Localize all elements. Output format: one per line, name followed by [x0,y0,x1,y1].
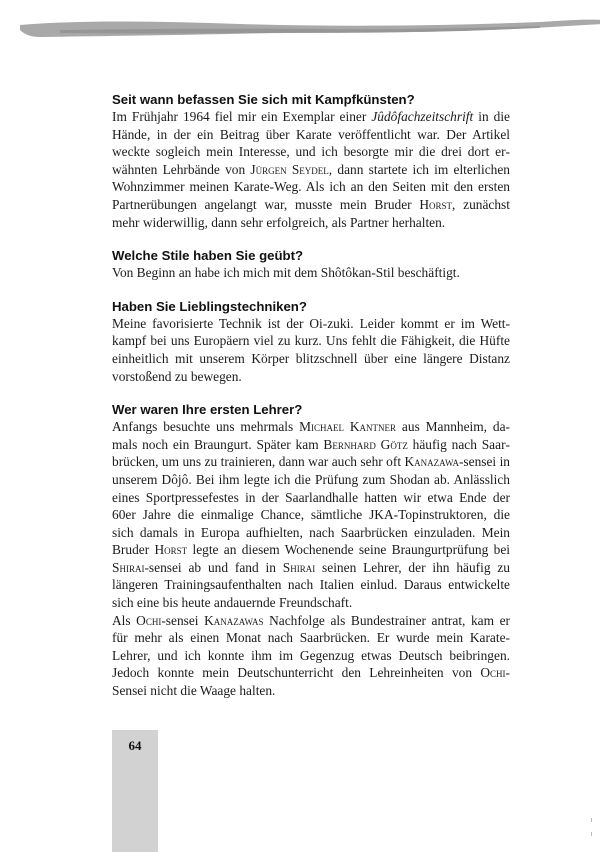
page-number: 64 [128,738,142,753]
crop-mark [591,832,592,836]
qa-section [112,299,510,385]
question-heading: Welche Stile haben Sie geübt? [112,248,304,264]
page-number-box [112,730,158,852]
question-heading: Seit wann befassen Sie sich mit Kampfkünsten? [112,92,415,107]
name-small-caps: Shirai [282,559,316,575]
qa-section [112,402,510,700]
name-small-caps: Kanazawas [204,612,264,628]
italic-term: Jûdôfachzeitschrift [371,109,474,124]
answer-paragraph: Anfangs besuchte uns mehrmals Michael Kantner aus Mannheim, damals noch ein Braungurt. Später kam Bernhard Götz häufig nach Saarbrücken, um uns zu trainieren, dann war auch sehr oft Kanazawa-sensei in unserem Dôjô. Bei ihm legte ich die Prüfung zum Shodan ab. Anlässlich eines Sportpressefestes in der Saarlandhalle hatten wir etwa Ende der 60er Jahre die einmalige Chance, sämtliche JKA-Topinstruktoren, die sich damals in Europa aufhielten, nach Saarbrücken einzuladen. Mein Bruder Horst legte an diesem Wochenende seine Braungurtprüfung bei Shirai-sensei ab und fand in Shirai seinen Lehrer, der ihn häufig zu längeren Trainingsaufenthalten nach Italien einlud. Daraus entwickelte sich eine bis heute andauernde Freundschaft. [112,419,511,611]
question-heading: Wer waren Ihre ersten Lehrer? [112,402,303,418]
name-small-caps: Ochi [480,665,506,681]
qa-section [112,92,510,231]
answer-paragraph: Meine favorisierte Technik ist der Oi-zuki. Leider kommt er im Wettkampf bei uns Europäern viel zu kurz. Uns fehlt die Fähigkeit, die Hüfte einheitlich mit unserem Körper blitzschnell über eine längere Distanz vorstoßend zu bewegen. [112,315,510,384]
name-small-caps: Bernhard Götz [323,436,408,452]
crop-mark [591,818,592,822]
name-small-caps: Michael Kantner [299,419,397,435]
name-small-caps: Shirai [112,559,145,575]
name-small-caps: Ochi [136,612,162,628]
qa-section [112,248,510,282]
answer-paragraph: Von Beginn an habe ich mich mit dem Shôtôkan-Stil beschäftigt. [112,265,460,281]
answer-paragraph-continued: Als Ochi-sensei Kanazawas Nachfolge als Bundestrainer antrat, kam er für mehr als einen Monat nach Saarbrücken. Er wurde mein Karate-Lehrer, und ich konnte ihm im Gegenzug etwas Deutsch beibringen. Jedoch konnte mein Deutschunterricht den Lehreinheiten von Ochi-Sensei nicht die Waage halten. [112,612,510,699]
answer-paragraph: Im Frühjahr 1964 fiel mir ein Exemplar einer Jûdôfachzeitschrift in die Hände, in der ein Beitrag über Karate veröffentlicht war. Der Artikel weckte sogleich mein Interesse, und ich besorgte mir die drei dort erwähnten Lehrbände von Jürgen Seydel, dann startete ich im elterlichen Wohnzimmer meinen Karate-Weg. Als ich an den Seiten mit den ersten Partnerübungen angelangt war, musste mein Bruder Horst, zunächst mehr widerwillig, dann sehr erfolgreich, als Partner herhalten. [112,109,511,230]
brush-stroke-decoration [20,16,600,46]
name-small-caps: Horst [154,542,188,558]
name-small-caps: Kanazawa [404,454,459,470]
name-small-caps: Horst [419,196,453,212]
question-heading: Haben Sie Lieblingstechniken? [112,298,307,314]
interview-content [112,92,510,717]
name-small-caps: Jürgen Seydel [250,161,329,177]
